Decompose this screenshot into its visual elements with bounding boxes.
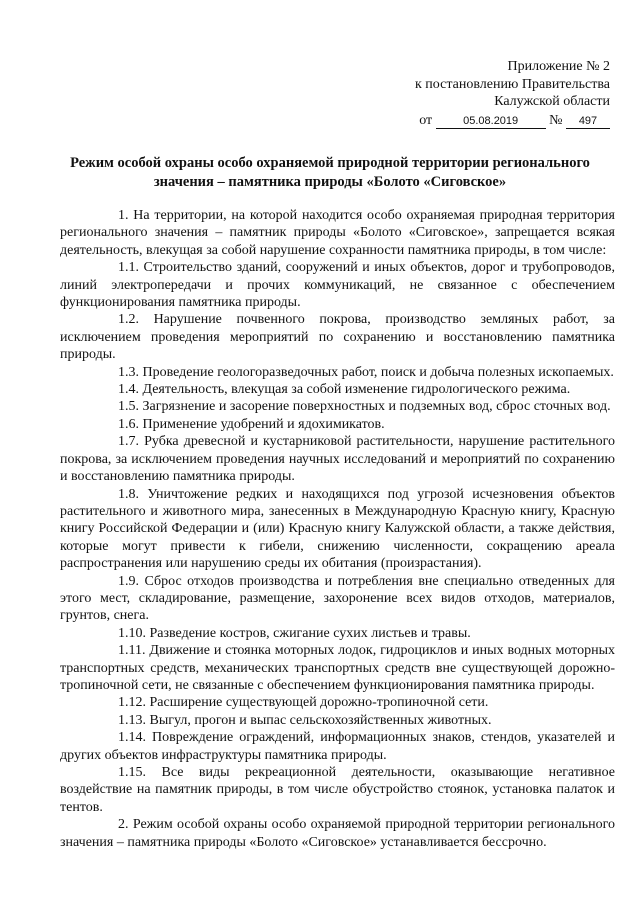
appendix-region: Калужской области	[494, 94, 610, 109]
paragraph-1-14: 1.14. Повреждение ограждений, информационных знаков, стендов, указателей и других объектов инфраструктуры памятника природы.	[60, 730, 615, 763]
title-line-2: значения – памятника природы «Болото «Сиговское»	[153, 173, 507, 190]
paragraph-1: 1. На территории, на которой находится особо охраняемая природная территория регионального значения – памятник природы «Болото «Сиговское», запрещается всякая деятельность, влекущая за собой нарушение сохранности памятника природы, в том числе:	[60, 208, 615, 258]
paragraph-1-8: 1.8. Уничтожение редких и находящихся под угрозой исчезновения объектов растительного и животного мира, занесенных в Международную Красную книгу, Красную книгу Российской Федерации и (или) Красную книгу Калужской области, а также действия, которые могут привести к гибели, снижению численности, сокращению ареала распространения или нарушению среды их обитания (произрастания).	[60, 486, 615, 572]
resolution-date: 05.08.2019	[436, 114, 546, 129]
paragraph-1-9: 1.9. Сброс отходов производства и потребления вне специально отведенных для этого мест, складирование, размещение, захоронение всех видов отходов, материалов, грунтов, снега.	[60, 573, 615, 624]
paragraph-1-3: 1.3. Проведение геологоразведочных работ, поиск и добыча полезных ископаемых.	[118, 364, 614, 380]
number-prefix: №	[549, 112, 563, 128]
resolution-number: 497	[566, 114, 610, 129]
appendix-number: Приложение № 2	[507, 59, 610, 74]
paragraph-1-5: 1.5. Загрязнение и засорение поверхностных и подземных вод, сброс сточных вод.	[118, 399, 611, 415]
paragraph-2: 2. Режим особой охраны особо охраняемой природной территории регионального значения – памятника природы «Болото «Сиговское» устанавливается бессрочно.	[60, 817, 615, 850]
paragraph-1-13: 1.13. Выгул, прогон и выпас сельскохозяйственных животных.	[118, 712, 492, 728]
paragraph-1-11: 1.11. Движение и стоянка моторных лодок, гидроциклов и иных водных моторных транспортных средств, механических транспортных средств вне существующей дорожно-тропиночной сети, не связанные с обеспечением функционирования памятника природы.	[60, 643, 615, 693]
date-prefix: от	[419, 112, 433, 128]
paragraph-1-4: 1.4. Деятельность, влекущая за собой изменение гидрологического режима.	[118, 382, 571, 398]
paragraph-1-10: 1.10. Разведение костров, сжигание сухих листьев и травы.	[118, 625, 471, 641]
paragraph-1-1: 1.1. Строительство зданий, сооружений и иных объектов, дорог и трубопроводов, линий электропередачи и прочих коммуникаций, не связанное с обеспечением функционирования памятника природы.	[60, 260, 615, 311]
appendix-resolution-ref: к постановлению Правительства	[414, 76, 610, 92]
paragraph-1-6: 1.6. Применение удобрений и ядохимикатов.	[118, 416, 385, 432]
document-body	[60, 207, 615, 851]
paragraph-1-7: 1.7. Рубка древесной и кустарниковой растительности, нарушение растительного покрова, за исключением проведения научных исследований и мероприятий по сохранению и восстановлению памятника природы.	[60, 434, 615, 485]
paragraph-1-15: 1.15. Все виды рекреационной деятельности, оказывающие негативное воздействие на памятник природы, в том числе обустройство стоянок, установка палаток и тентов.	[60, 765, 615, 815]
paragraph-1-12: 1.12. Расширение существующей дорожно-тропиночной сети.	[118, 695, 489, 711]
title-line-1: Режим особой охраны особо охраняемой природной территории регионального	[70, 155, 590, 171]
document-title	[60, 154, 600, 191]
paragraph-1-2: 1.2. Нарушение почвенного покрова, производство земляных работ, за исключением проведения мероприятий по сохранению и восстановлению памятника природы.	[60, 312, 615, 363]
appendix-date-row	[380, 112, 610, 130]
appendix-header	[380, 58, 610, 129]
